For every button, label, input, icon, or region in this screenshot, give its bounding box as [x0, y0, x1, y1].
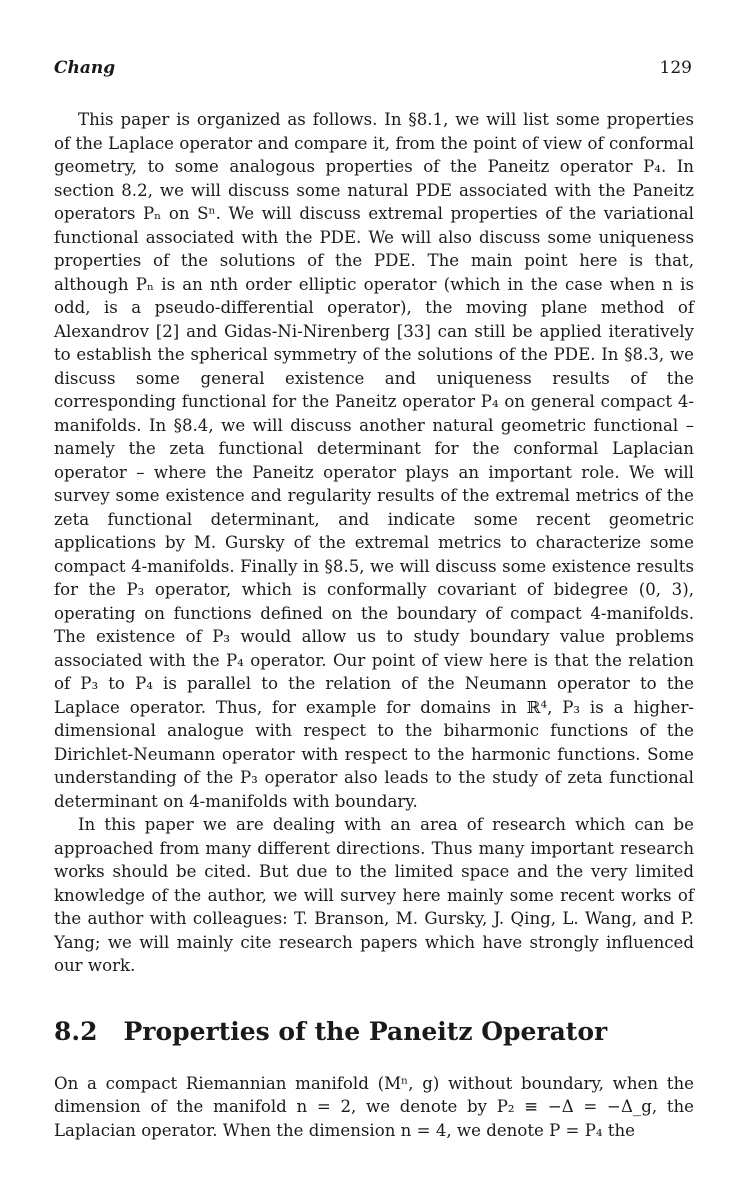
- section-number: 8.2: [54, 1016, 98, 1046]
- page-number: 129: [659, 58, 692, 78]
- paragraph-section-intro: On a compact Riemannian manifold (Mⁿ, g) without boundary, when the dimension of the manifold n = 2, we denote by P₂ ≡ −Δ = −Δ_g, the Laplacian operator. When the dimension n = 4, we denote P = P₄ the: [54, 1073, 694, 1140]
- body-text: [54, 108, 694, 1142]
- section-heading: [54, 1016, 694, 1048]
- section-title: Properties of the Paneitz Operator: [123, 1016, 608, 1046]
- running-head: Chang: [54, 58, 116, 78]
- paragraph-organization: This paper is organized as follows. In §8.1, we will list some properties of the Laplace operator and compare it, from the point of view of conformal geometry, to some analogous properties of the Paneitz operator P₄. In section 8.2, we will discuss some natural PDE associated with the Paneitz operators Pₙ on Sⁿ. We will discuss extremal properties of the variational functional associated with the PDE. We will also discuss some uniqueness properties of the solutions of the PDE. The main point here is that, although Pₙ is an nth order elliptic operator (which in the case when n is odd, is a pseudo-differential operator), the moving plane method of Alexandrov [2] and Gidas-Ni-Nirenberg [33] can still be applied iteratively to establish the spherical symmetry of the solutions of the PDE. In §8.3, we discuss some general existence and uniqueness results of the corresponding functional for the Paneitz operator P₄ on general compact 4-manifolds. In §8.4, we will discuss another natural geometric functional – namely the zeta functional determinant for the conformal Laplacian operator – where the Paneitz operator plays an important role. We will survey some existence and regularity results of the extremal metrics of the zeta functional determinant, and indicate some recent geometric applications by M. Gursky of the extremal metrics to characterize some compact 4-manifolds. Finally in §8.5, we will discuss some existence results for the P₃ operator, which is conformally covariant of bidegree (0, 3), operating on functions defined on the boundary of compact 4-manifolds. The existence of P₃ would allow us to study boundary value problems associated with the P₄ operator. Our point of view here is that the relation of P₃ to P₄ is parallel to the relation of the Neumann operator to the Laplace operator. Thus, for example for domains in ℝ⁴, P₃ is a higher-dimensional analogue with respect to the biharmonic functions of the Dirichlet-Neumann operator with respect to the harmonic functions. Some understanding of the P₃ operator also leads to the study of zeta functional determinant on 4-manifolds with boundary.: [54, 110, 694, 811]
- page-header: [54, 58, 692, 78]
- paragraph-scope: In this paper we are dealing with an area of research which can be approached from many different directions. Thus many important research works should be cited. But due to the limited space and the very limited knowledge of the author, we will survey here mainly some recent works of the author with colleagues: T. Branson, M. Gursky, J. Qing, L. Wang, and P. Yang; we will mainly cite research papers which have strongly influenced our work.: [54, 815, 694, 975]
